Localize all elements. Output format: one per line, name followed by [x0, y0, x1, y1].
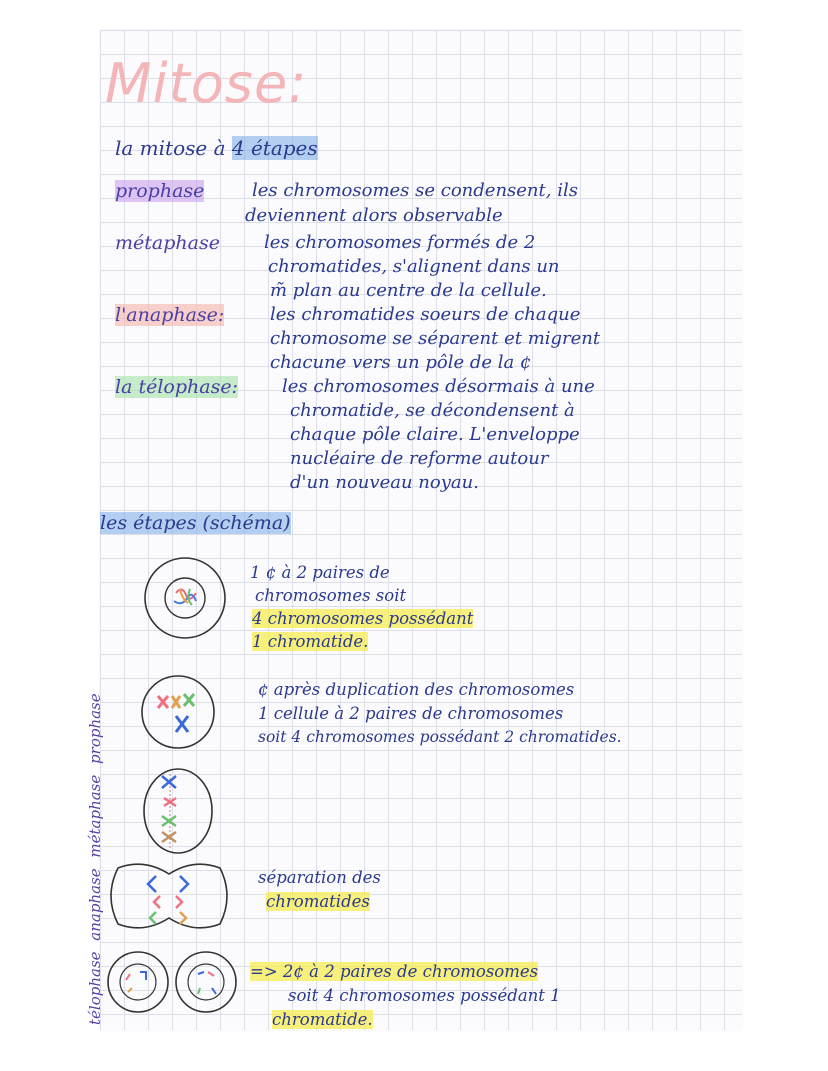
side-label: prophase: [86, 693, 104, 764]
phase-name-anaphase: l'anaphase:: [115, 304, 225, 326]
intro-prefix: la mitose à: [115, 136, 232, 160]
note-4-line: => 2¢ à 2 paires de chromosomes: [250, 962, 539, 981]
side-labels: [86, 687, 104, 1025]
phase-line: les chromosomes formés de 2: [264, 232, 536, 253]
phase-line: m̃ plan au centre de la cellule.: [270, 280, 547, 301]
phase-line: d'un nouveau noyau.: [290, 472, 479, 493]
note-1-line: 1 ¢ à 2 paires de: [250, 563, 390, 582]
phase-line: chaque pôle claire. L'enveloppe: [290, 424, 580, 445]
side-label: télophase: [86, 951, 104, 1025]
side-label: métaphase: [86, 774, 104, 858]
page-title: Mitose:: [105, 52, 308, 115]
note-2-line: soit 4 chromosomes possédant 2 chromatides.: [258, 728, 622, 746]
note-1-line: 1 chromatide.: [252, 632, 369, 651]
phase-line: chromatides, s'alignent dans un: [268, 256, 560, 277]
note-1-line: chromosomes soit: [255, 586, 407, 605]
cell-diagram-5: [104, 944, 244, 1020]
cell-diagram-1: [140, 553, 230, 643]
phase-name-telophase: la télophase:: [115, 376, 238, 398]
cell-diagram-3: [140, 766, 216, 856]
cell-diagram-4: [104, 856, 234, 936]
phase-line: les chromosomes se condensent, ils: [252, 180, 578, 201]
note-4-line: chromatide.: [272, 1010, 373, 1029]
intro-highlight: 4 étapes: [231, 136, 318, 160]
note-3-line: chromatides: [266, 892, 370, 911]
cell-diagram-2: [138, 670, 218, 754]
phase-line: chacune vers un pôle de la ¢: [270, 352, 532, 373]
phase-line: les chromatides soeurs de chaque: [270, 304, 581, 325]
phase-line: chromatide, se décondensent à: [290, 400, 575, 421]
intro-line: [115, 136, 318, 160]
note-2-line: ¢ après duplication des chromosomes: [258, 680, 575, 699]
phase-name-prophase: prophase: [115, 180, 205, 202]
note-4-line: soit 4 chromosomes possédant 1: [288, 986, 561, 1005]
phase-line: les chromosomes désormais à une: [282, 376, 595, 397]
note-2-line: 1 cellule à 2 paires de chromosomes: [258, 704, 564, 723]
phase-name-metaphase: métaphase: [115, 232, 220, 254]
side-label: anaphase: [86, 868, 104, 941]
note-1-line: 4 chromosomes possédant: [252, 609, 474, 628]
phase-line: nucléaire de reforme autour: [290, 448, 549, 469]
phase-line: chromosome se séparent et migrent: [270, 328, 601, 349]
phase-line: deviennent alors observable: [245, 205, 503, 226]
note-3-line: séparation des: [258, 868, 381, 887]
schema-title: les étapes (schéma): [100, 512, 291, 534]
